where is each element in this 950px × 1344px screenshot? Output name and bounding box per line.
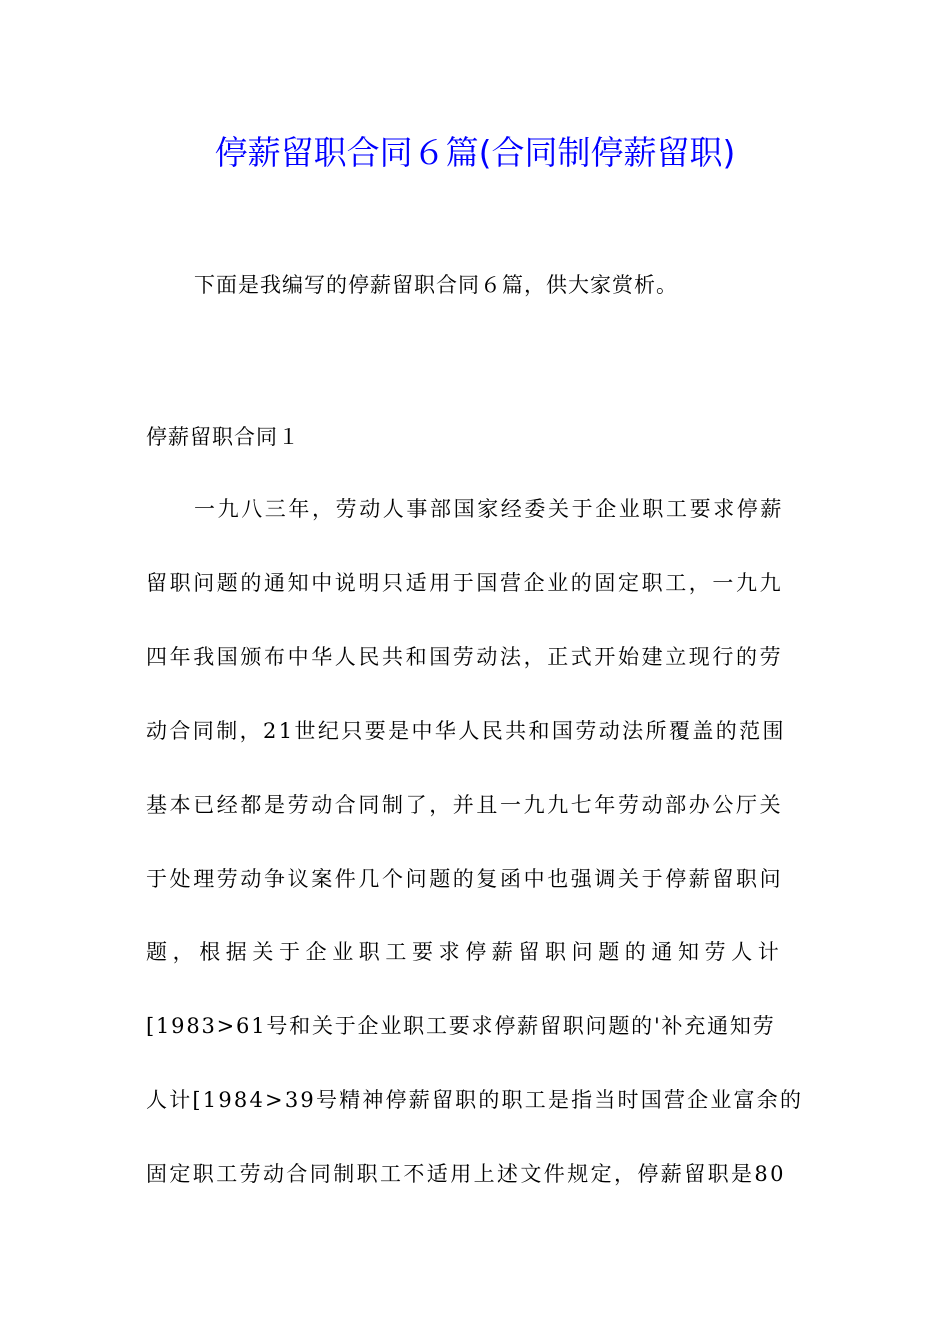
paragraph-line: 动合同制，21世纪只要是中华人民共和国劳动法所覆盖的范围: [146, 719, 786, 743]
paragraph-line: 留职问题的通知中说明只适用于国营企业的固定职工，一九九: [146, 571, 784, 595]
paragraph-line: 四年我国颁布中华人民共和国劳动法，正式开始建立现行的劳: [146, 645, 784, 669]
intro-paragraph: 下面是我编写的停薪留职合同６篇，供大家赏析。: [194, 273, 678, 297]
paragraph-line: [1983>61号和关于企业职工要求停薪留职问题的'补充通知劳: [146, 1014, 776, 1038]
paragraph-line: 人计[1984>39号精神停薪留职的职工是指当时国营企业富余的: [146, 1088, 804, 1112]
document-title: 停薪留职合同６篇(合同制停薪留职): [214, 133, 736, 172]
paragraph-line: 一九八三年，劳动人事部国家经委关于企业职工要求停薪: [194, 497, 784, 521]
paragraph-line: 题，根据关于企业职工要求停薪留职问题的通知劳人计: [146, 940, 785, 964]
paragraph-line: 于处理劳动争议案件几个问题的复函中也强调关于停薪留职问: [146, 867, 784, 891]
section-heading: 停薪留职合同１: [146, 425, 300, 449]
paragraph-line: 基本已经都是劳动合同制了，并且一九九七年劳动部办公厅关: [146, 793, 784, 817]
paragraph-line: 固定职工劳动合同制职工不适用上述文件规定，停薪留职是80: [146, 1162, 786, 1186]
